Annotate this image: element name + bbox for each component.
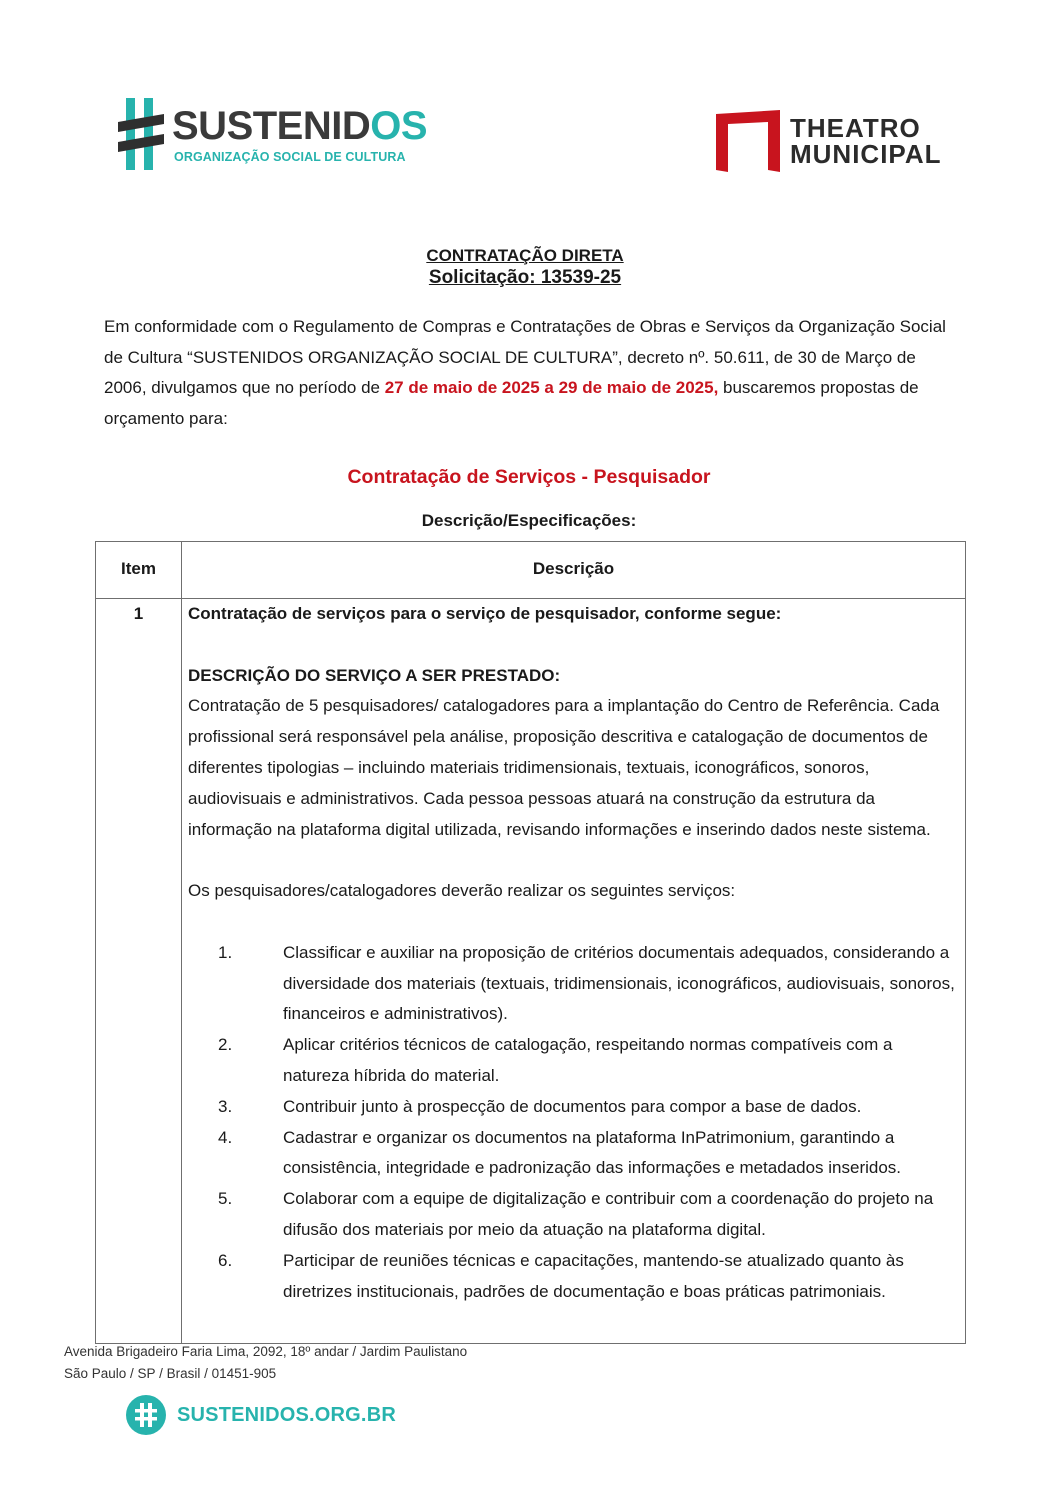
footer-address-line2: São Paulo / SP / Brasil / 01451-905 bbox=[64, 1366, 277, 1381]
table-row-description bbox=[188, 599, 960, 1307]
table-header-item: Item bbox=[121, 559, 156, 578]
document-title: CONTRATAÇÃO DIRETA bbox=[426, 246, 624, 265]
hashtag-logo-icon bbox=[118, 96, 166, 172]
list-item bbox=[188, 1030, 960, 1092]
spacer bbox=[188, 630, 960, 661]
list-item-number: 6. bbox=[218, 1250, 233, 1270]
list-item-text: Participar de reuniões técnicas e capacitações, mantendo-se atualizado quanto às diretrizes institucionais, padrões de documentação e boas práticas patrimoniais. bbox=[283, 1250, 904, 1301]
list-item-number: 5. bbox=[218, 1189, 233, 1209]
tasks-intro: Os pesquisadores/catalogadores deverão realizar os seguintes serviços: bbox=[188, 881, 736, 901]
theatro-arch-icon bbox=[716, 110, 780, 172]
list-item-text: Aplicar critérios técnicos de catalogação, respeitando normas compatíveis com a natureza híbrida do material. bbox=[283, 1035, 893, 1085]
list-item bbox=[188, 938, 960, 1030]
sustenidos-logo bbox=[118, 96, 428, 172]
list-item-number: 2. bbox=[218, 1035, 233, 1055]
list-item-number: 4. bbox=[218, 1127, 233, 1147]
theatro-line2: MUNICIPAL bbox=[790, 139, 942, 169]
spec-title: Descrição/Especificações: bbox=[421, 511, 637, 530]
list-item-text: Cadastrar e organizar os documentos na plataforma InPatrimonium, garantindo a consistência, integridade e padronização das informações e metadados inseridos. bbox=[283, 1127, 902, 1178]
footer-logo bbox=[125, 1394, 396, 1436]
list-item bbox=[188, 1246, 960, 1308]
spec-table bbox=[95, 541, 966, 1344]
intro-period: 27 de maio de 2025 a 29 de maio de 2025, bbox=[384, 378, 719, 397]
list-item-text: Classificar e auxiliar na proposição de critérios documentais adequados, considerando a diversidade dos materiais (textuais, tridimensionais, iconográficos, audiovisuais, sonoros, financeiros e administrativos). bbox=[283, 942, 955, 1024]
row-paragraph: Contratação de 5 pesquisadores/ catalogadores para a implantação do Centro de Referência. Cada profissional será responsável pela análise, proposição descritiva e catalogação de documentos de diferentes tipologias – incluindo materiais tridimensionais, textuais, iconográficos, sonoros, audiovisuais e administrativos. Cada pessoa pessoas atuará na construção da estrutura da informação na plataforma digital utilizada, revisando informações e inserindo dados neste sistema. bbox=[188, 696, 940, 839]
list-item bbox=[188, 1092, 960, 1123]
row-heading: Contratação de serviços para o serviço de pesquisador, conforme segue: bbox=[188, 604, 782, 623]
theatro-line1: THEATRO bbox=[790, 113, 921, 143]
theatro-municipal-logo bbox=[716, 108, 956, 174]
request-number: Solicitação: 13539-25 bbox=[428, 267, 622, 288]
list-item-text: Contribuir junto à prospecção de documentos para compor a base de dados. bbox=[283, 1096, 862, 1116]
sustenidos-subtitle: ORGANIZAÇÃO SOCIAL DE CULTURA bbox=[174, 150, 406, 164]
sustenidos-wordmark: SUSTENIDOS bbox=[172, 104, 428, 148]
spacer bbox=[188, 907, 960, 938]
table-column-divider bbox=[181, 542, 182, 1343]
list-item-number: 1. bbox=[218, 942, 233, 962]
list-item-number: 3. bbox=[218, 1096, 233, 1116]
table-header-description: Descrição bbox=[532, 559, 615, 578]
list-item bbox=[188, 1123, 960, 1185]
website-link[interactable]: SUSTENIDOS.ORG.BR bbox=[177, 1404, 396, 1426]
spacer bbox=[188, 845, 960, 876]
intro-text-after: buscaremos propostas de orçamento para: bbox=[104, 378, 919, 428]
tasks-list bbox=[188, 938, 960, 1308]
intro-text-before: Em conformidade com o Regulamento de Compras e Contratações de Obras e Serviços da Organização Social de Cultura “SUSTENIDOS ORGANIZAÇÃO SOCIAL DE CULTURA”, decreto nº. 50.611, de 30 de Março de 2006, divulgamos que no período de bbox=[104, 317, 946, 397]
footer-address-line1: Avenida Brigadeiro Faria Lima, 2092, 18º andar / Jardim Paulistano bbox=[64, 1344, 468, 1359]
service-title: Contratação de Serviços - Pesquisador bbox=[347, 466, 711, 488]
row-subheading: DESCRIÇÃO DO SERVIÇO A SER PRESTADO: bbox=[188, 665, 561, 685]
list-item-text: Colaborar com a equipe de digitalização e contribuir com a coordenação do projeto na difusão dos materiais por meio da atuação na plataforma digital. bbox=[283, 1189, 934, 1239]
table-row-item-number: 1 bbox=[133, 604, 144, 623]
hashtag-circle-icon bbox=[125, 1394, 167, 1436]
list-item bbox=[188, 1184, 960, 1246]
intro-paragraph bbox=[104, 312, 960, 434]
